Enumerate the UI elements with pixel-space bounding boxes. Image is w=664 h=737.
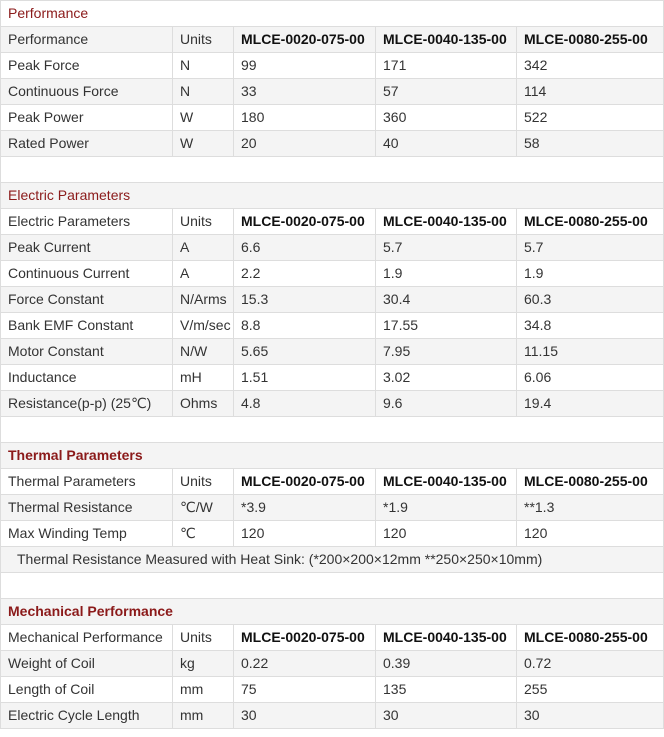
column-header-units: Units [173, 209, 234, 235]
parameter-value: 171 [376, 53, 517, 79]
spacer-cell [1, 157, 664, 183]
section-title: Performance [1, 1, 664, 27]
table-row [1, 703, 664, 729]
parameter-value: 5.7 [376, 235, 517, 261]
parameter-name: Continuous Current [1, 261, 173, 287]
parameter-value: 0.22 [234, 651, 376, 677]
parameter-unit: mH [173, 365, 234, 391]
parameter-value: 75 [234, 677, 376, 703]
parameter-value: 114 [517, 79, 664, 105]
parameter-name: Electric Cycle Length [1, 703, 173, 729]
column-header-model: MLCE-0080-255-00 [517, 27, 664, 53]
parameter-unit: W [173, 131, 234, 157]
parameter-name: Peak Force [1, 53, 173, 79]
column-header-units: Units [173, 27, 234, 53]
parameter-value: 33 [234, 79, 376, 105]
table-header-row [1, 27, 664, 53]
parameter-name: Continuous Force [1, 79, 173, 105]
parameter-value: 255 [517, 677, 664, 703]
parameter-name: Motor Constant [1, 339, 173, 365]
table-header-row [1, 469, 664, 495]
parameter-value: 2.2 [234, 261, 376, 287]
column-header-model: MLCE-0040-135-00 [376, 625, 517, 651]
parameter-value: 99 [234, 53, 376, 79]
section-title: Electric Parameters [1, 183, 664, 209]
table-header-row [1, 209, 664, 235]
table-row [1, 287, 664, 313]
parameter-value: 360 [376, 105, 517, 131]
parameter-unit: W [173, 105, 234, 131]
spacer-cell [1, 417, 664, 443]
column-header-parameter: Electric Parameters [1, 209, 173, 235]
spacer-row [1, 417, 664, 443]
parameter-value: 1.9 [517, 261, 664, 287]
table-row [1, 651, 664, 677]
parameter-name: Bank EMF Constant [1, 313, 173, 339]
parameter-value: **1.3 [517, 495, 664, 521]
parameter-value: 58 [517, 131, 664, 157]
parameter-value: 7.95 [376, 339, 517, 365]
parameter-name: Weight of Coil [1, 651, 173, 677]
parameter-value: 19.4 [517, 391, 664, 417]
parameter-value: 20 [234, 131, 376, 157]
bottom-edge [0, 733, 664, 737]
parameter-value: 135 [376, 677, 517, 703]
table-row [1, 235, 664, 261]
column-header-units: Units [173, 625, 234, 651]
parameter-value: 30 [517, 703, 664, 729]
parameter-value: 120 [517, 521, 664, 547]
table-row [1, 495, 664, 521]
parameter-name: Resistance(p-p) (25℃) [1, 391, 173, 417]
table-header-row [1, 625, 664, 651]
parameter-value: 120 [376, 521, 517, 547]
section-title: Thermal Parameters [1, 443, 664, 469]
parameter-unit: mm [173, 677, 234, 703]
column-header-model: MLCE-0080-255-00 [517, 209, 664, 235]
parameter-name: Peak Current [1, 235, 173, 261]
thermal-note: Thermal Resistance Measured with Heat Sink: (*200×200×12mm **250×250×10mm) [1, 547, 664, 573]
spacer-row [1, 573, 664, 599]
column-header-parameter: Thermal Parameters [1, 469, 173, 495]
parameter-value: 9.6 [376, 391, 517, 417]
parameter-value: 30 [376, 703, 517, 729]
parameter-value: 30 [234, 703, 376, 729]
parameter-value: 34.8 [517, 313, 664, 339]
parameter-value: 5.7 [517, 235, 664, 261]
spec-table-body [1, 1, 664, 729]
parameter-value: 3.02 [376, 365, 517, 391]
parameter-unit: ℃ [173, 521, 234, 547]
table-row [1, 391, 664, 417]
parameter-unit: Ohms [173, 391, 234, 417]
parameter-value: 60.3 [517, 287, 664, 313]
parameter-unit: N/W [173, 339, 234, 365]
section-title: Mechanical Performance [1, 599, 664, 625]
parameter-value: 120 [234, 521, 376, 547]
parameter-name: Thermal Resistance [1, 495, 173, 521]
spacer-row [1, 157, 664, 183]
parameter-value: 342 [517, 53, 664, 79]
table-row [1, 261, 664, 287]
parameter-name: Rated Power [1, 131, 173, 157]
table-row [1, 53, 664, 79]
parameter-value: 11.15 [517, 339, 664, 365]
parameter-unit: N [173, 53, 234, 79]
parameter-name: Length of Coil [1, 677, 173, 703]
table-row [1, 365, 664, 391]
parameter-unit: ℃/W [173, 495, 234, 521]
parameter-value: *3.9 [234, 495, 376, 521]
table-row [1, 105, 664, 131]
table-row [1, 313, 664, 339]
parameter-unit: N [173, 79, 234, 105]
parameter-value: 0.72 [517, 651, 664, 677]
column-header-model: MLCE-0020-075-00 [234, 27, 376, 53]
parameter-value: 1.9 [376, 261, 517, 287]
parameter-name: Inductance [1, 365, 173, 391]
section-title-row [1, 443, 664, 469]
parameter-unit: A [173, 235, 234, 261]
parameter-value: 4.8 [234, 391, 376, 417]
column-header-parameter: Mechanical Performance [1, 625, 173, 651]
parameter-value: 30.4 [376, 287, 517, 313]
note-row [1, 547, 664, 573]
table-row [1, 521, 664, 547]
column-header-model: MLCE-0080-255-00 [517, 469, 664, 495]
parameter-value: *1.9 [376, 495, 517, 521]
section-title-row [1, 183, 664, 209]
column-header-units: Units [173, 469, 234, 495]
column-header-model: MLCE-0040-135-00 [376, 27, 517, 53]
column-header-model: MLCE-0020-075-00 [234, 625, 376, 651]
parameter-value: 17.55 [376, 313, 517, 339]
parameter-unit: kg [173, 651, 234, 677]
table-row [1, 677, 664, 703]
parameter-unit: V/m/sec [173, 313, 234, 339]
column-header-model: MLCE-0020-075-00 [234, 469, 376, 495]
parameter-value: 6.6 [234, 235, 376, 261]
parameter-value: 1.51 [234, 365, 376, 391]
table-row [1, 79, 664, 105]
parameter-value: 180 [234, 105, 376, 131]
column-header-model: MLCE-0080-255-00 [517, 625, 664, 651]
parameter-value: 6.06 [517, 365, 664, 391]
parameter-value: 5.65 [234, 339, 376, 365]
parameter-unit: mm [173, 703, 234, 729]
column-header-model: MLCE-0020-075-00 [234, 209, 376, 235]
table-row [1, 339, 664, 365]
column-header-model: MLCE-0040-135-00 [376, 209, 517, 235]
parameter-value: 0.39 [376, 651, 517, 677]
section-title-row [1, 599, 664, 625]
column-header-model: MLCE-0040-135-00 [376, 469, 517, 495]
section-title-row [1, 1, 664, 27]
parameter-value: 40 [376, 131, 517, 157]
parameter-name: Force Constant [1, 287, 173, 313]
parameter-unit: A [173, 261, 234, 287]
parameter-value: 8.8 [234, 313, 376, 339]
spacer-cell [1, 573, 664, 599]
parameter-name: Max Winding Temp [1, 521, 173, 547]
parameter-value: 15.3 [234, 287, 376, 313]
parameter-name: Peak Power [1, 105, 173, 131]
parameter-unit: N/Arms [173, 287, 234, 313]
column-header-parameter: Performance [1, 27, 173, 53]
parameter-value: 57 [376, 79, 517, 105]
table-row [1, 131, 664, 157]
parameter-value: 522 [517, 105, 664, 131]
